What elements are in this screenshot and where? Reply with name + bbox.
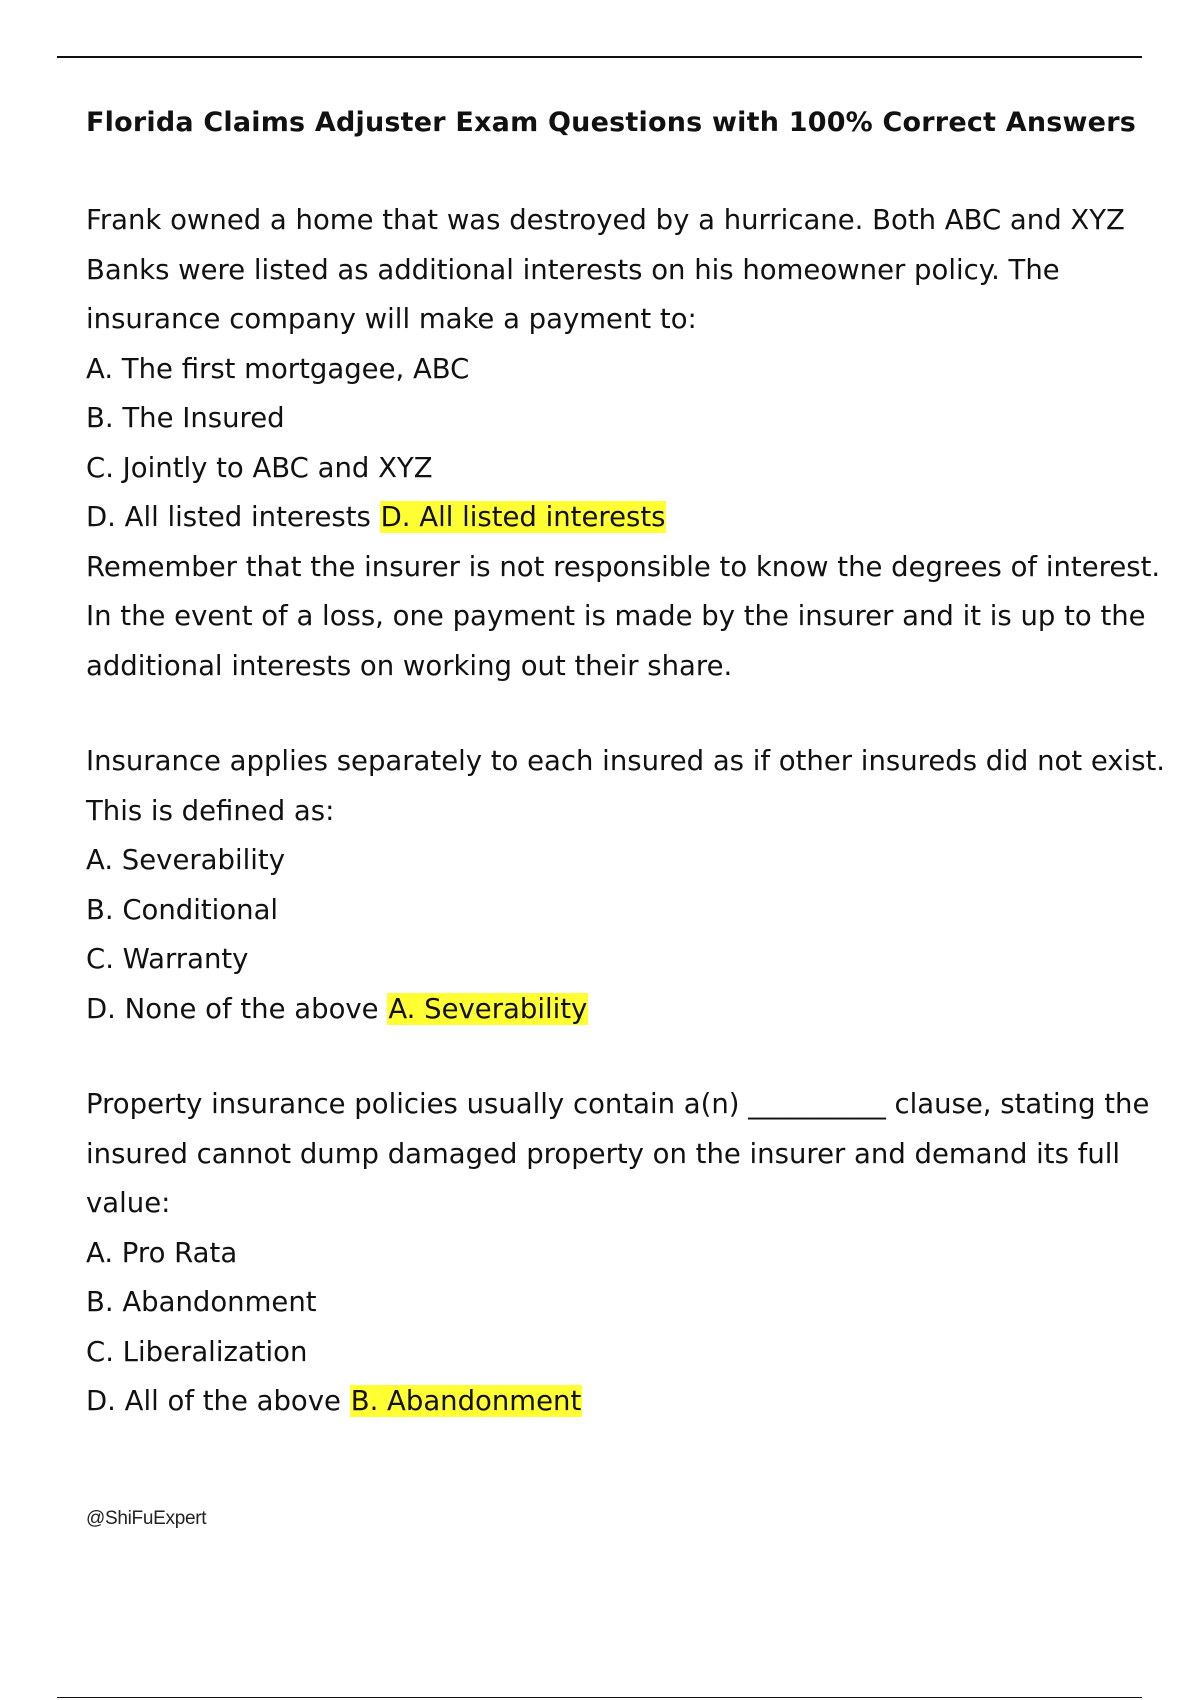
option-d-with-answer (86, 493, 1186, 543)
correct-answer-highlight: B. Abandonment (350, 1385, 582, 1417)
option-d: D. All listed interests (86, 501, 371, 533)
option-d: D. None of the above (86, 992, 379, 1025)
option-d-with-answer (86, 1377, 1186, 1427)
option-a: A. Pro Rata (86, 1236, 238, 1269)
option-a: A. The first mortgagee, ABC (86, 352, 470, 385)
question-stem: Insurance applies separately to each insured as if other insureds did not exist. This is defined as: (86, 745, 1166, 827)
question-stem: Frank owned a home that was destroyed by a hurricane. Both ABC and XYZ Banks were listed as additional interests on his homeowner policy. The insurance company will make a payment to: (86, 204, 1125, 335)
option-a: A. Severability (86, 844, 285, 876)
question-1 (86, 196, 1186, 691)
correct-answer-highlight: D. All listed interests (380, 501, 666, 533)
bottom-rule (57, 1697, 1142, 1698)
top-rule (57, 56, 1142, 58)
question-2 (86, 737, 1186, 1034)
answer-explanation: Remember that the insurer is not responsible to know the degrees of interest. In the event of a loss, one payment is made by the insurer and it is up to the additional interests on working out their share. (86, 550, 1161, 682)
option-b: B. Conditional (86, 893, 279, 926)
option-c: C. Jointly to ABC and XYZ (86, 451, 433, 484)
question-stem: Property insurance policies usually contain a(n) __________ clause, stating the insured cannot dump damaged property on the insurer and demand its full value: (86, 1088, 1150, 1219)
question-3 (86, 1080, 1186, 1427)
footer-credit: @ShiFuExpert (86, 1507, 207, 1529)
option-d: D. All of the above (86, 1385, 341, 1417)
option-c: C. Liberalization (86, 1335, 308, 1368)
option-d-with-answer (86, 985, 1186, 1035)
document-body (86, 100, 1186, 1531)
correct-answer-highlight: A. Severability (388, 992, 588, 1025)
option-b: B. Abandonment (86, 1286, 317, 1318)
option-c: C. Warranty (86, 943, 249, 975)
option-b: B. The Insured (86, 402, 285, 434)
document-title: Florida Claims Adjuster Exam Questions with 100% Correct Answers (86, 107, 1136, 138)
